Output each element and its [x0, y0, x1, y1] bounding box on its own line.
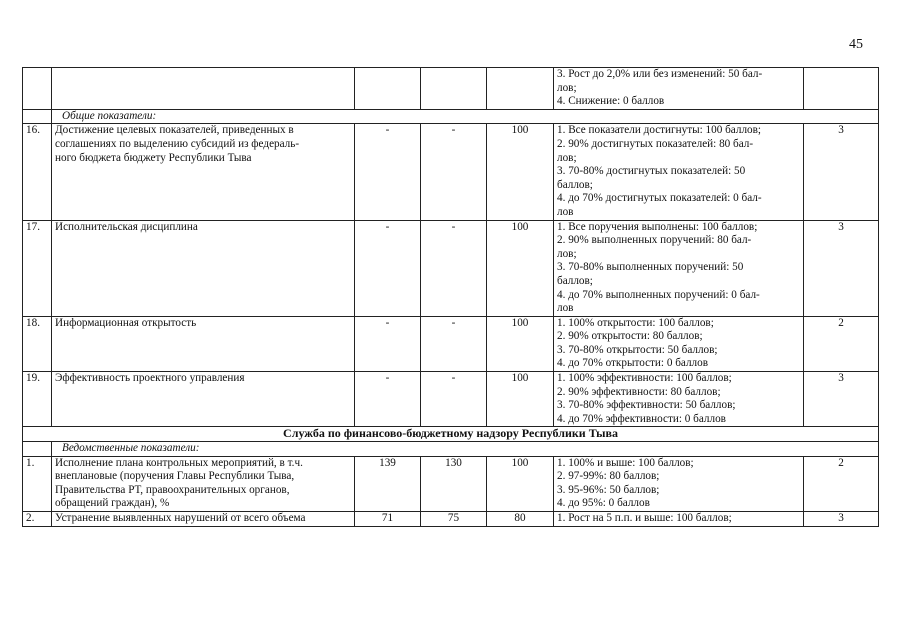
- criteria-line: 2. 90% выполненных поручений: 80 бал-: [557, 234, 752, 247]
- criteria-cell: [554, 68, 804, 110]
- indicator-name-cell: [52, 456, 355, 511]
- criteria-line: 4. до 70% достигнутых показателей: 0 бал-: [557, 192, 762, 205]
- value1-cell: -: [355, 220, 421, 316]
- table-row: [23, 456, 879, 511]
- value2-cell: -: [421, 124, 487, 220]
- criteria-line: лов: [557, 302, 574, 315]
- indicator-name-line: ного бюджета бюджету Республики Тыва: [55, 151, 252, 164]
- weight-cell: 3: [804, 512, 879, 527]
- dept-indicators-body: [23, 456, 879, 526]
- indicator-name-line: Исполнение плана контрольных мероприятий, в т.ч.: [55, 456, 303, 469]
- value2-cell: -: [421, 372, 487, 427]
- criteria-line: 3. Рост до 2,0% или без изменений: 50 бал-: [557, 68, 763, 80]
- value2-cell: 75: [421, 512, 487, 527]
- criteria-cell: [554, 456, 804, 511]
- criteria-line: 3. 70-80% эффективности: 50 баллов;: [557, 399, 736, 412]
- indicator-name-line: Исполнительская дисциплина: [55, 220, 198, 233]
- criteria-line: лов;: [557, 151, 577, 164]
- criteria-line: 1. 100% эффективности: 100 баллов;: [557, 372, 732, 385]
- value3-cell: 80: [487, 512, 554, 527]
- row-number: 16.: [23, 124, 52, 220]
- indicator-name-cell: [52, 316, 355, 371]
- criteria-line: 3. 70-80% открытости: 50 баллов;: [557, 343, 718, 356]
- criteria-line: 1. 100% открытости: 100 баллов;: [557, 316, 714, 329]
- value1-cell: 139: [355, 456, 421, 511]
- indicator-name-cell: [52, 512, 355, 527]
- criteria-line: 3. 70-80% достигнутых показателей: 50: [557, 165, 746, 178]
- table-row: [23, 512, 879, 527]
- value2-cell: -: [421, 220, 487, 316]
- indicator-name-line: Устранение выявленных нарушений от всего объема: [55, 512, 306, 524]
- criteria-line: лов;: [557, 247, 577, 260]
- row-number: 19.: [23, 372, 52, 427]
- indicator-name-cell: [52, 124, 355, 220]
- general-indicators-header-row: [23, 109, 879, 124]
- weight-cell: 2: [804, 456, 879, 511]
- criteria-line: 4. до 70% открытости: 0 баллов: [557, 357, 709, 370]
- table-row: [23, 316, 879, 371]
- indicator-name-line: соглашениях по выделению субсидий из федераль-: [55, 137, 300, 150]
- dept-indicators-header: Ведомственные показатели:: [52, 442, 879, 457]
- criteria-line: 1. 100% и выше: 100 баллов;: [557, 456, 694, 469]
- criteria-cell: [554, 220, 804, 316]
- num-cell: [23, 442, 52, 457]
- table-row: [23, 220, 879, 316]
- indicator-name-line: Информационная открытость: [55, 316, 197, 329]
- row-number: 2.: [23, 512, 52, 527]
- value1-cell: -: [355, 372, 421, 427]
- criteria-line: 2. 97-99%: 80 баллов;: [557, 470, 660, 483]
- criteria-cell: [554, 512, 804, 527]
- criteria-line: 3. 70-80% выполненных поручений: 50: [557, 261, 744, 274]
- criteria-line: 1. Все показатели достигнуты: 100 баллов;: [557, 124, 762, 137]
- value1-cell: 71: [355, 512, 421, 527]
- criteria-line: 4. Снижение: 0 баллов: [557, 95, 665, 108]
- section-title: Служба по финансово-бюджетному надзору Республики Тыва: [23, 427, 879, 442]
- criteria-line: баллов;: [557, 274, 593, 287]
- value2-cell: [421, 68, 487, 110]
- value3-cell: 100: [487, 220, 554, 316]
- criteria-cell: [554, 316, 804, 371]
- value1-cell: -: [355, 124, 421, 220]
- criteria-line: 4. до 70% эффективности: 0 баллов: [557, 412, 726, 425]
- criteria-line: 2. 90% открытости: 80 баллов;: [557, 330, 703, 343]
- weight-cell: 3: [804, 372, 879, 427]
- indicator-name-line: Достижение целевых показателей, приведенных в: [55, 124, 294, 137]
- criteria-line: 3. 95-96%: 50 баллов;: [557, 483, 660, 496]
- criteria-line: 1. Все поручения выполнены: 100 баллов;: [557, 220, 758, 233]
- indicator-name-line: Эффективность проектного управления: [55, 372, 245, 385]
- value2-cell: 130: [421, 456, 487, 511]
- indicator-name-line: обращений граждан), %: [55, 497, 170, 510]
- row-number: 17.: [23, 220, 52, 316]
- table-row: [23, 124, 879, 220]
- value3-cell: 100: [487, 372, 554, 427]
- table-row-continued: [23, 68, 879, 110]
- criteria-cell: [554, 124, 804, 220]
- value3-cell: 100: [487, 316, 554, 371]
- row-number: 1.: [23, 456, 52, 511]
- num-cell: [23, 109, 52, 124]
- weight-cell: [804, 68, 879, 110]
- dept-indicators-header-row: [23, 442, 879, 457]
- value2-cell: -: [421, 316, 487, 371]
- value1-cell: [355, 68, 421, 110]
- indicator-name-line: внеплановые (поручения Главы Республики Тыва,: [55, 470, 295, 483]
- criteria-line: баллов;: [557, 178, 593, 191]
- value1-cell: -: [355, 316, 421, 371]
- value3-cell: 100: [487, 124, 554, 220]
- criteria-line: лов;: [557, 81, 577, 94]
- general-indicators-header: Общие показатели:: [52, 109, 879, 124]
- num-cell: [23, 68, 52, 110]
- criteria-line: 2. 90% эффективности: 80 баллов;: [557, 385, 721, 398]
- criteria-line: 4. до 95%: 0 баллов: [557, 497, 650, 510]
- criteria-line: 4. до 70% выполненных поручений: 0 бал-: [557, 288, 760, 301]
- section-title-row: [23, 427, 879, 442]
- indicators-table: [22, 67, 879, 527]
- table-row: [23, 372, 879, 427]
- general-indicators-body: [23, 124, 879, 427]
- weight-cell: 3: [804, 124, 879, 220]
- criteria-line: 1. Рост на 5 п.п. и выше: 100 баллов;: [557, 512, 732, 524]
- page-number: 45: [849, 37, 863, 52]
- value3-cell: 100: [487, 456, 554, 511]
- indicator-name-cell: [52, 220, 355, 316]
- weight-cell: 3: [804, 220, 879, 316]
- name-cell: [52, 68, 355, 110]
- indicator-name-cell: [52, 372, 355, 427]
- criteria-cell: [554, 372, 804, 427]
- criteria-line: лов: [557, 205, 574, 218]
- indicator-name-line: Правительства РТ, правоохранительных органов,: [55, 483, 290, 496]
- value3-cell: [487, 68, 554, 110]
- criteria-line: 2. 90% достигнутых показателей: 80 бал-: [557, 137, 754, 150]
- weight-cell: 2: [804, 316, 879, 371]
- row-number: 18.: [23, 316, 52, 371]
